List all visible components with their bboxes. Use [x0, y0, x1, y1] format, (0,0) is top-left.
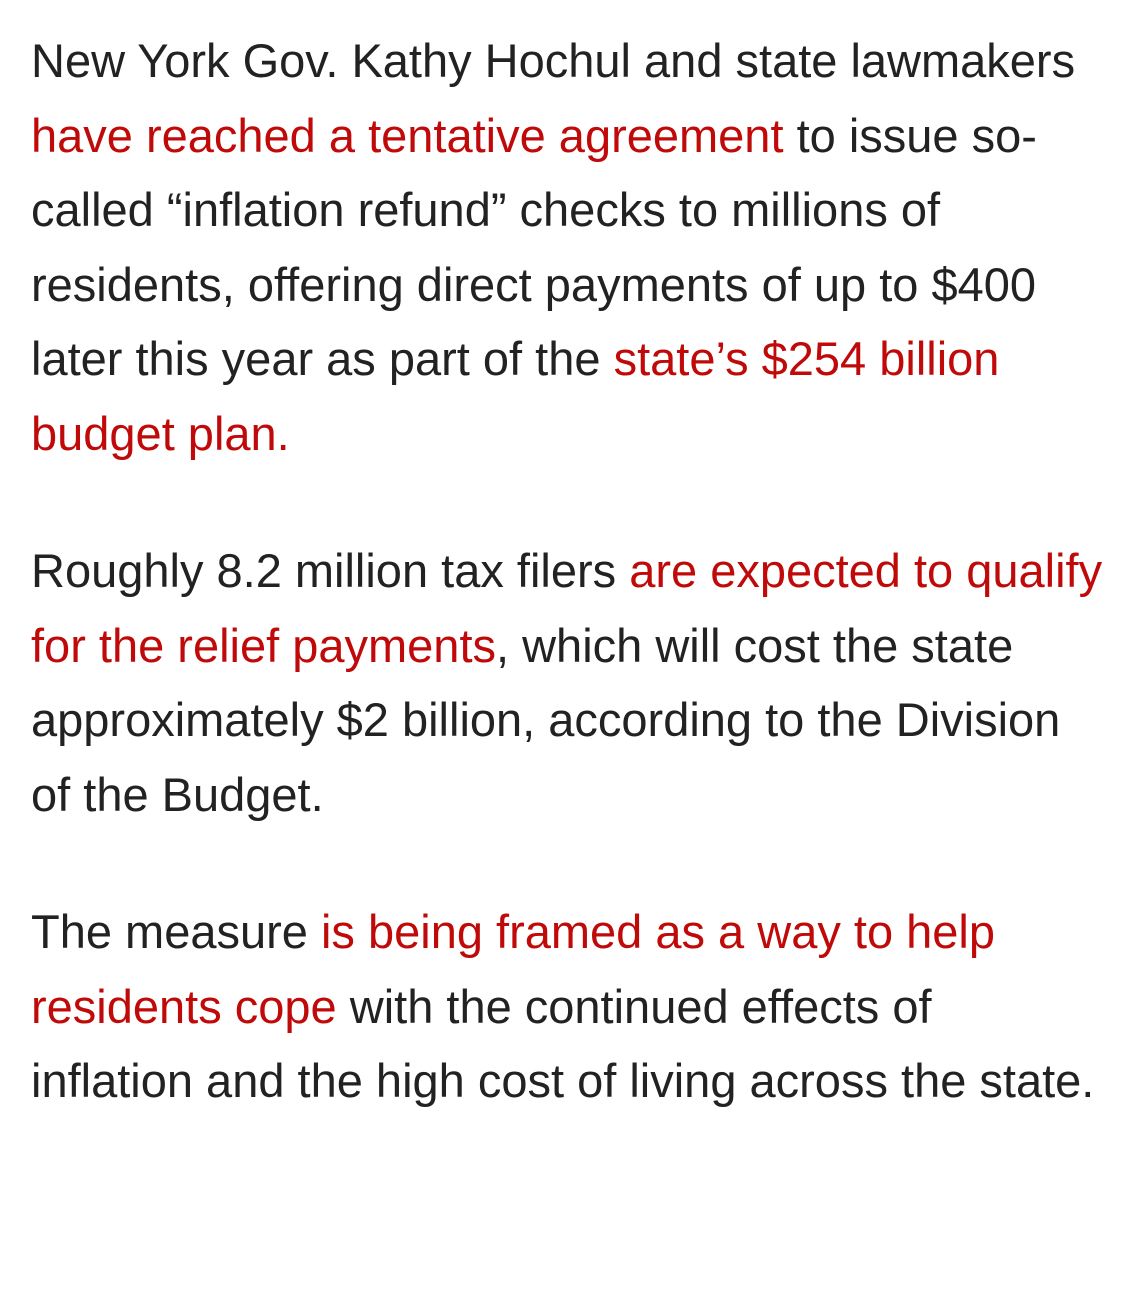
- paragraph-1: [31, 24, 1103, 471]
- paragraph-text: Roughly 8.2 million tax filers: [31, 544, 630, 597]
- link-budget-plan[interactable]: state’s $254 billion budget plan.: [31, 332, 1000, 460]
- paragraph-text: , which will cost the state approximately $2 billion, according to the Division of the Budget.: [31, 618, 1061, 821]
- paragraph-text: to issue so-called “inflation refund” checks to millions of residents, offering direct payments of up to $400 later this year as part of the: [31, 108, 1037, 385]
- link-qualify-relief-payments[interactable]: are expected to qualify for the relief payments: [31, 544, 1103, 672]
- link-tentative-agreement[interactable]: have reached a tentative agreement: [31, 108, 784, 162]
- paragraph-text: The measure: [31, 905, 321, 958]
- paragraph-text: with the continued effects of inflation and the high cost of living across the state.: [31, 979, 1095, 1107]
- paragraph-2: [31, 534, 1103, 832]
- paragraph-3: [31, 895, 1103, 1119]
- link-help-residents-cope[interactable]: is being framed as a way to help residents cope: [31, 905, 996, 1033]
- article-body: [31, 24, 1103, 1119]
- paragraph-text: New York Gov. Kathy Hochul and state lawmakers: [31, 34, 1076, 87]
